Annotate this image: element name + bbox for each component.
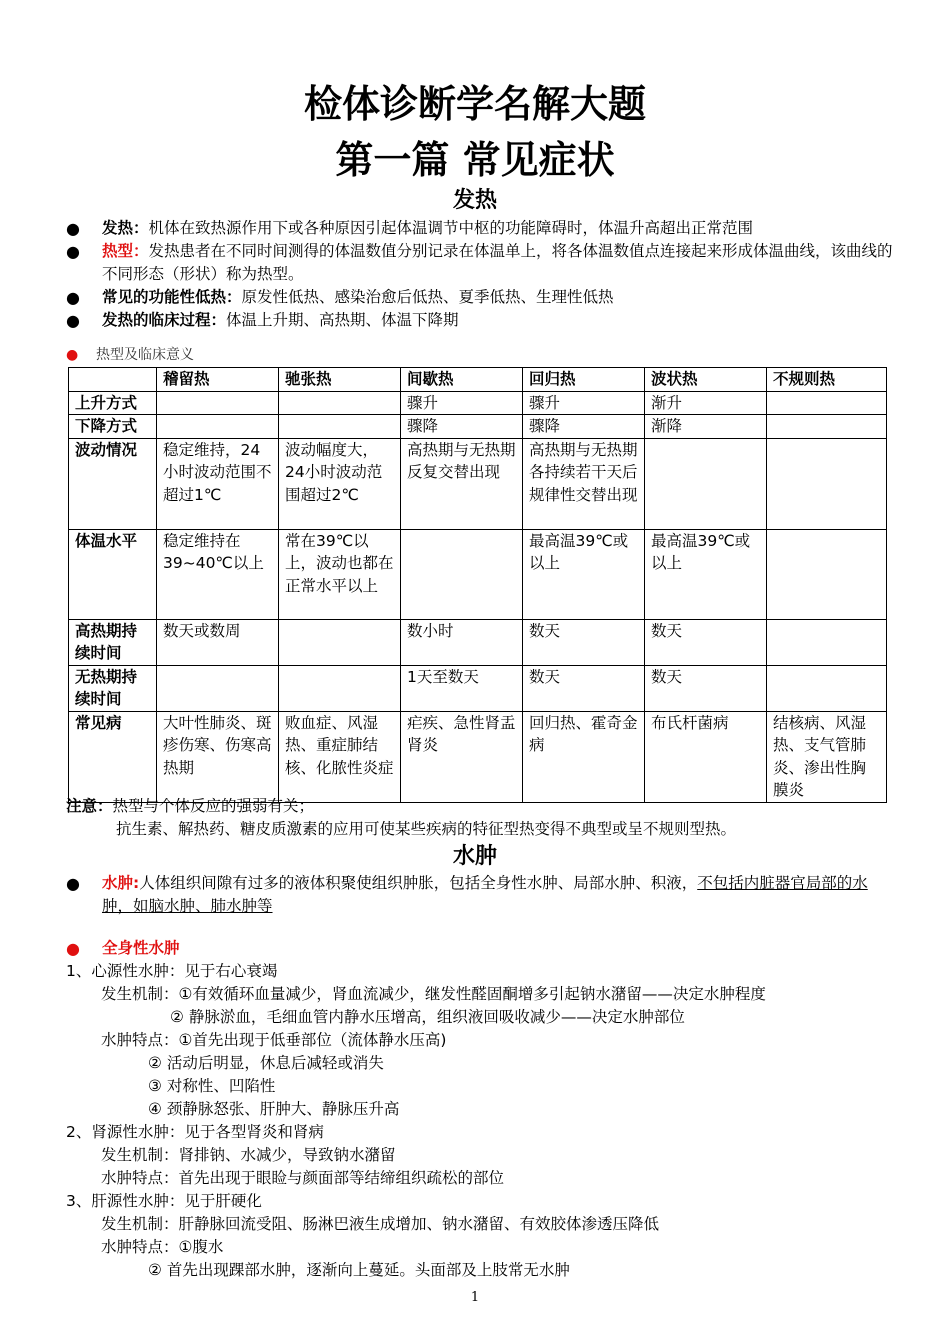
- bullet-icon: ●: [66, 242, 80, 261]
- table-caption: [66, 345, 194, 365]
- table-cell: 大叶性肺炎、斑疹伤寒、伤寒高热期: [157, 711, 279, 802]
- edema-line: ③ 对称性、凹陷性: [148, 1077, 276, 1095]
- row-header: 无热期持续时间: [69, 665, 157, 711]
- table-cell: 骤升: [523, 391, 645, 415]
- table-cell: [157, 665, 279, 711]
- table-row: [69, 529, 887, 619]
- row-header: 波动情况: [69, 438, 157, 529]
- edema-line: 水肿特点：①首先出现于低垂部位（流体静水压高): [101, 1031, 447, 1049]
- table-cell: 数天或数周: [157, 619, 279, 665]
- table-header-cell: 回归热: [523, 368, 645, 392]
- table-cell: [767, 665, 887, 711]
- table-cell: [767, 415, 887, 439]
- document-title: 检体诊断学名解大题: [303, 82, 646, 126]
- systemic-edema-heading: [66, 937, 896, 960]
- edema-line: 发生机制：肝静脉回流受阻、肠淋巴液生成增加、钠水潴留、有效胶体渗透压降低: [101, 1215, 660, 1233]
- table-caption-text: 热型及临床意义: [96, 347, 195, 363]
- row-header: 常见病: [69, 711, 157, 802]
- section-heading-fever: 发热: [452, 188, 497, 213]
- table-cell: [767, 438, 887, 529]
- table-cell: 布氏杆菌病: [645, 711, 767, 802]
- table-cell: 回归热、霍奇金病: [523, 711, 645, 802]
- table-cell: [157, 415, 279, 439]
- edema-line: 发生机制：①有效循环血量减少，肾血流减少，继发性醛固酮增多引起钠水潴留——决定水肿程度: [101, 985, 766, 1003]
- table-header-cell: 间歇热: [401, 368, 523, 392]
- note-line-2: 抗生素、解热药、糖皮质激素的应用可使某些疾病的特征型热变得不典型或呈不规则型热。: [116, 820, 737, 838]
- table-cell: 高热期与无热期各持续若干天后规律性交替出现: [523, 438, 645, 529]
- edema-line: ④ 颈静脉怒张、肝肿大、静脉压升高: [148, 1100, 400, 1118]
- table-header-cell: [69, 368, 157, 392]
- table-cell: 骤升: [401, 391, 523, 415]
- bullet-icon: ●: [66, 347, 79, 363]
- table-cell: 结核病、风湿热、支气管肺炎、渗出性胸膜炎: [767, 711, 887, 802]
- table-cell: [767, 619, 887, 665]
- table-row: [69, 619, 887, 665]
- bullet-underline-text: 不包括内脏器官局部的水肿，如脑水肿、肺水肿等: [102, 874, 868, 915]
- fever-bullet-functional-low-fever: [66, 286, 896, 309]
- table-row: [69, 391, 887, 415]
- table-row: [69, 438, 887, 529]
- bullet-icon: ●: [66, 874, 80, 893]
- table-cell: 最高温39℃或以上: [523, 529, 645, 619]
- table-header-row: [69, 368, 887, 392]
- bullet-term: 发热的临床过程：: [102, 311, 227, 329]
- table-row: [69, 415, 887, 439]
- table-cell: [279, 391, 401, 415]
- row-header: 上升方式: [69, 391, 157, 415]
- table-cell: 数天: [523, 619, 645, 665]
- table-cell: 1天至数天: [401, 665, 523, 711]
- edema-line: 水肿特点：①腹水: [101, 1238, 224, 1256]
- section-heading-edema: 水肿: [452, 844, 497, 869]
- fever-bullet-clinical-course: [66, 309, 896, 332]
- table-cell: 败血症、风湿热、重症肺结核、化脓性炎症: [279, 711, 401, 802]
- table-cell: 波动幅度大，24小时波动范围超过2℃: [279, 438, 401, 529]
- bullet-icon: ●: [66, 311, 80, 330]
- table-cell: 高热期与无热期反复交替出现: [401, 438, 523, 529]
- bullet-term: 发热：: [102, 219, 149, 237]
- bullet-icon: ●: [66, 288, 80, 307]
- edema-line: 2、肾源性水肿：见于各型肾炎和肾病: [66, 1123, 324, 1141]
- table-row: [69, 711, 887, 802]
- table-cell: 骤降: [401, 415, 523, 439]
- edema-line: 水肿特点：首先出现于眼睑与颜面部等结缔组织疏松的部位: [101, 1169, 505, 1187]
- edema-line: ② 静脉淤血，毛细血管内静水压增高，组织液回吸收减少——决定水肿部位: [170, 1008, 685, 1026]
- table-header-cell: 不规则热: [767, 368, 887, 392]
- table-cell: 数天: [523, 665, 645, 711]
- bullet-text: 体温上升期、高热期、体温下降期: [226, 311, 459, 329]
- edema-line: ② 活动后明显，休息后减轻或消失: [148, 1054, 384, 1072]
- edema-line: 发生机制：肾排钠、水减少，导致钠水潴留: [101, 1146, 396, 1164]
- table-cell: 最高温39℃或以上: [645, 529, 767, 619]
- table-cell: 稳定维持在39~40℃以上: [157, 529, 279, 619]
- page-number: 1: [470, 1290, 480, 1305]
- table-cell: 数天: [645, 665, 767, 711]
- bullet-text: 机体在致热源作用下或各种原因引起体温调节中枢的功能障碍时，体温升高超出正常范围: [148, 219, 754, 237]
- table-cell: [157, 391, 279, 415]
- bullet-text: 原发性低热、感染治愈后低热、夏季低热、生理性低热: [241, 288, 614, 306]
- note-label: 注意：: [66, 797, 113, 815]
- edema-line: 3、肝源性水肿：见于肝硬化: [66, 1192, 262, 1210]
- edema-definition: [66, 872, 896, 918]
- bullet-term: 常见的功能性低热：: [102, 288, 242, 306]
- note-line-1: [66, 795, 314, 818]
- table-cell: 骤降: [523, 415, 645, 439]
- table-cell: [279, 665, 401, 711]
- bullet-term: 热型：: [102, 242, 149, 260]
- table-cell: 常在39℃以上，波动也都在正常水平以上: [279, 529, 401, 619]
- row-header: 下降方式: [69, 415, 157, 439]
- bullet-icon: ●: [66, 939, 80, 958]
- document-subtitle: 第一篇 常见症状: [335, 138, 615, 182]
- row-header: 体温水平: [69, 529, 157, 619]
- table-row: [69, 665, 887, 711]
- bullet-term: 水肿:: [102, 874, 140, 892]
- bullet-text: 发热患者在不同时间测得的体温数值分别记录在体温单上，将各体温数值点连接起来形成体温曲线，该曲线的不同形态（形状）称为热型。: [102, 242, 893, 283]
- table-cell: 渐升: [645, 391, 767, 415]
- table-cell: [279, 415, 401, 439]
- table-cell: [767, 391, 887, 415]
- table-cell: 疟疾、急性肾盂肾炎: [401, 711, 523, 802]
- bullet-icon: ●: [66, 219, 80, 238]
- table-cell: [767, 529, 887, 619]
- table-cell: 数天: [645, 619, 767, 665]
- edema-line: ② 首先出现踝部水肿，逐渐向上蔓延。头面部及上肢常无水肿: [148, 1261, 570, 1279]
- table-cell: 渐降: [645, 415, 767, 439]
- table-cell: [279, 619, 401, 665]
- table-header-cell: 稽留热: [157, 368, 279, 392]
- table-header-cell: 波状热: [645, 368, 767, 392]
- table-cell: 数小时: [401, 619, 523, 665]
- note-text: 热型与个体反应的强弱有关；: [112, 797, 315, 815]
- bullet-text: 人体组织间隙有过多的液体积聚使组织肿胀，包括全身性水肿、局部水肿、积液，: [139, 874, 698, 892]
- subheading-text: 全身性水肿: [102, 939, 180, 957]
- fever-bullet-definition: [66, 217, 896, 240]
- table-cell: [401, 529, 523, 619]
- fever-type-table: [68, 367, 887, 803]
- fever-bullet-fever-type: [66, 240, 896, 286]
- table-cell: 稳定维持，24小时波动范围不超过1℃: [157, 438, 279, 529]
- edema-line: 1、心源性水肿：见于右心衰竭: [66, 962, 278, 980]
- table-header-cell: 驰张热: [279, 368, 401, 392]
- row-header: 高热期持续时间: [69, 619, 157, 665]
- table-cell: [645, 438, 767, 529]
